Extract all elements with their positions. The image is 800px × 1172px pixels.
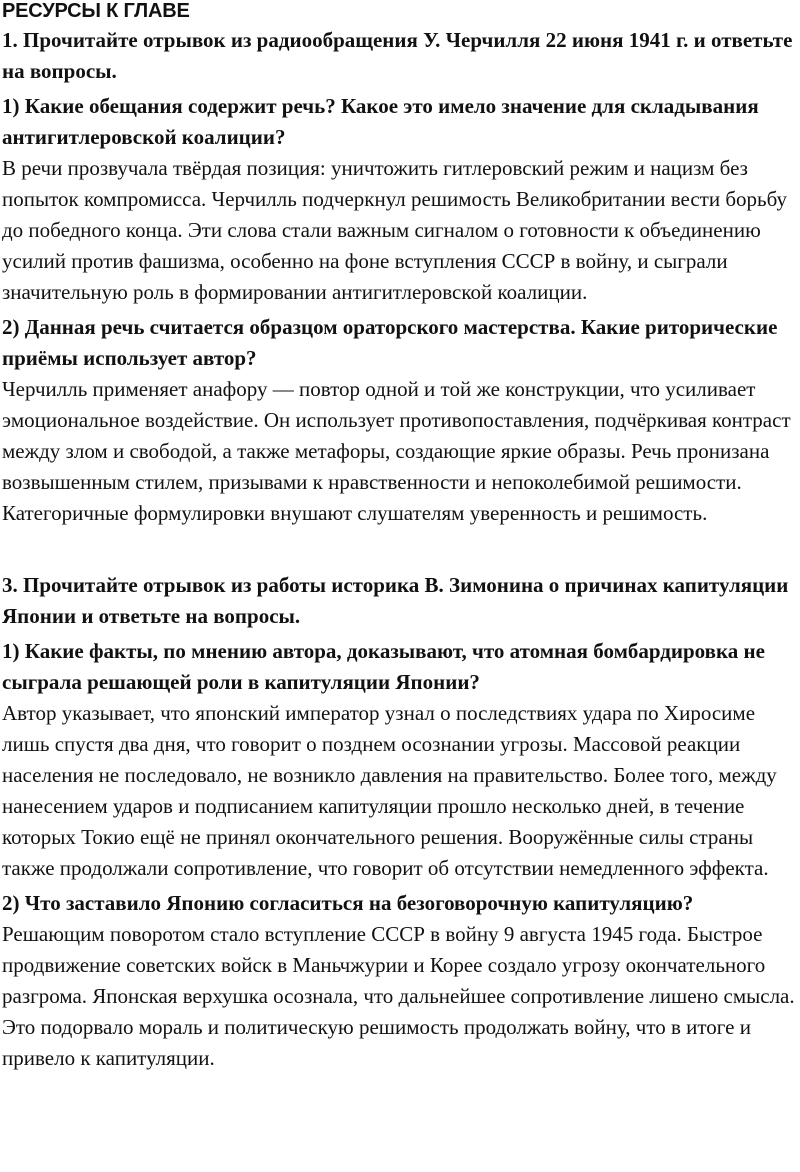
task-3-question-1: 1) Какие факты, по мнению автора, доказывают, что атомная бомбардировка не сыграла решающей роли в капитуляции Японии? [2, 639, 765, 694]
task-block-3 [2, 570, 798, 1074]
task-3-answer-2: Решающим поворотом стало вступление СССР в войну 9 августа 1945 года. Быстрое продвижение советских войск в Маньчжурии и Корее создало угрозу окончательного разгрома. Японская верхушка осознала, что дальнейшее сопротивление лишено смысла. Это подорвало мораль и политическую решимость продолжать войну, что в итоге и привело к капитуляции. [2, 922, 795, 1070]
task-block-1 [2, 25, 798, 529]
task-3-answer-1: Автор указывает, что японский император узнал о последствиях удара по Хиросиме лишь спустя два дня, что говорит о позднем осознании угрозы. Массовой реакции населения не последовало, не возникло давления на правительство. Более того, между нанесением ударов и подписанием капитуляции прошло несколько дней, в течение которых Токио ещё не принял окончательного решения. Вооружённые силы страны также продолжали сопротивление, что говорит об отсутствии немедленного эффекта. [2, 701, 777, 880]
section-header: РЕСУРСЫ К ГЛАВЕ [2, 0, 190, 22]
task-1-title: 1. Прочитайте отрывок из радиообращения У. Черчилля 22 июня 1941 г. и ответьте на вопросы. [2, 28, 793, 83]
task-3-question-2: 2) Что заставило Японию согласиться на безоговорочную капитуляцию? [2, 891, 694, 915]
document-page [2, 0, 798, 1074]
task-1-answer-1: В речи прозвучала твёрдая позиция: уничтожить гитлеровский режим и нацизм без попыток компромисса. Черчилль подчеркнул решимость Великобритании вести борьбу до победного конца. Эти слова стали важным сигналом о готовности к объединению усилий против фашизма, особенно на фоне вступления СССР в войну, и сыграли значительную роль в формировании антигитлеровской коалиции. [2, 156, 787, 304]
task-1-question-2: 2) Данная речь считается образцом ораторского мастерства. Какие риторические приёмы использует автор? [2, 315, 778, 370]
task-3-title: 3. Прочитайте отрывок из работы историка В. Зимонина о причинах капитуляции Японии и ответьте на вопросы. [2, 573, 789, 628]
task-1-question-1: 1) Какие обещания содержит речь? Какое это имело значение для складывания антигитлеровской коалиции? [2, 94, 759, 149]
task-1-answer-2: Черчилль применяет анафору — повтор одной и той же конструкции, что усиливает эмоциональное воздействие. Он использует противопоставления, подчёркивая контраст между злом и свободой, а также метафоры, создающие яркие образы. Речь пронизана возвышенным стилем, призывами к нравственности и непоколебимой решимости. Категоричные формулировки внушают слушателям уверенность и решимость. [2, 377, 791, 525]
